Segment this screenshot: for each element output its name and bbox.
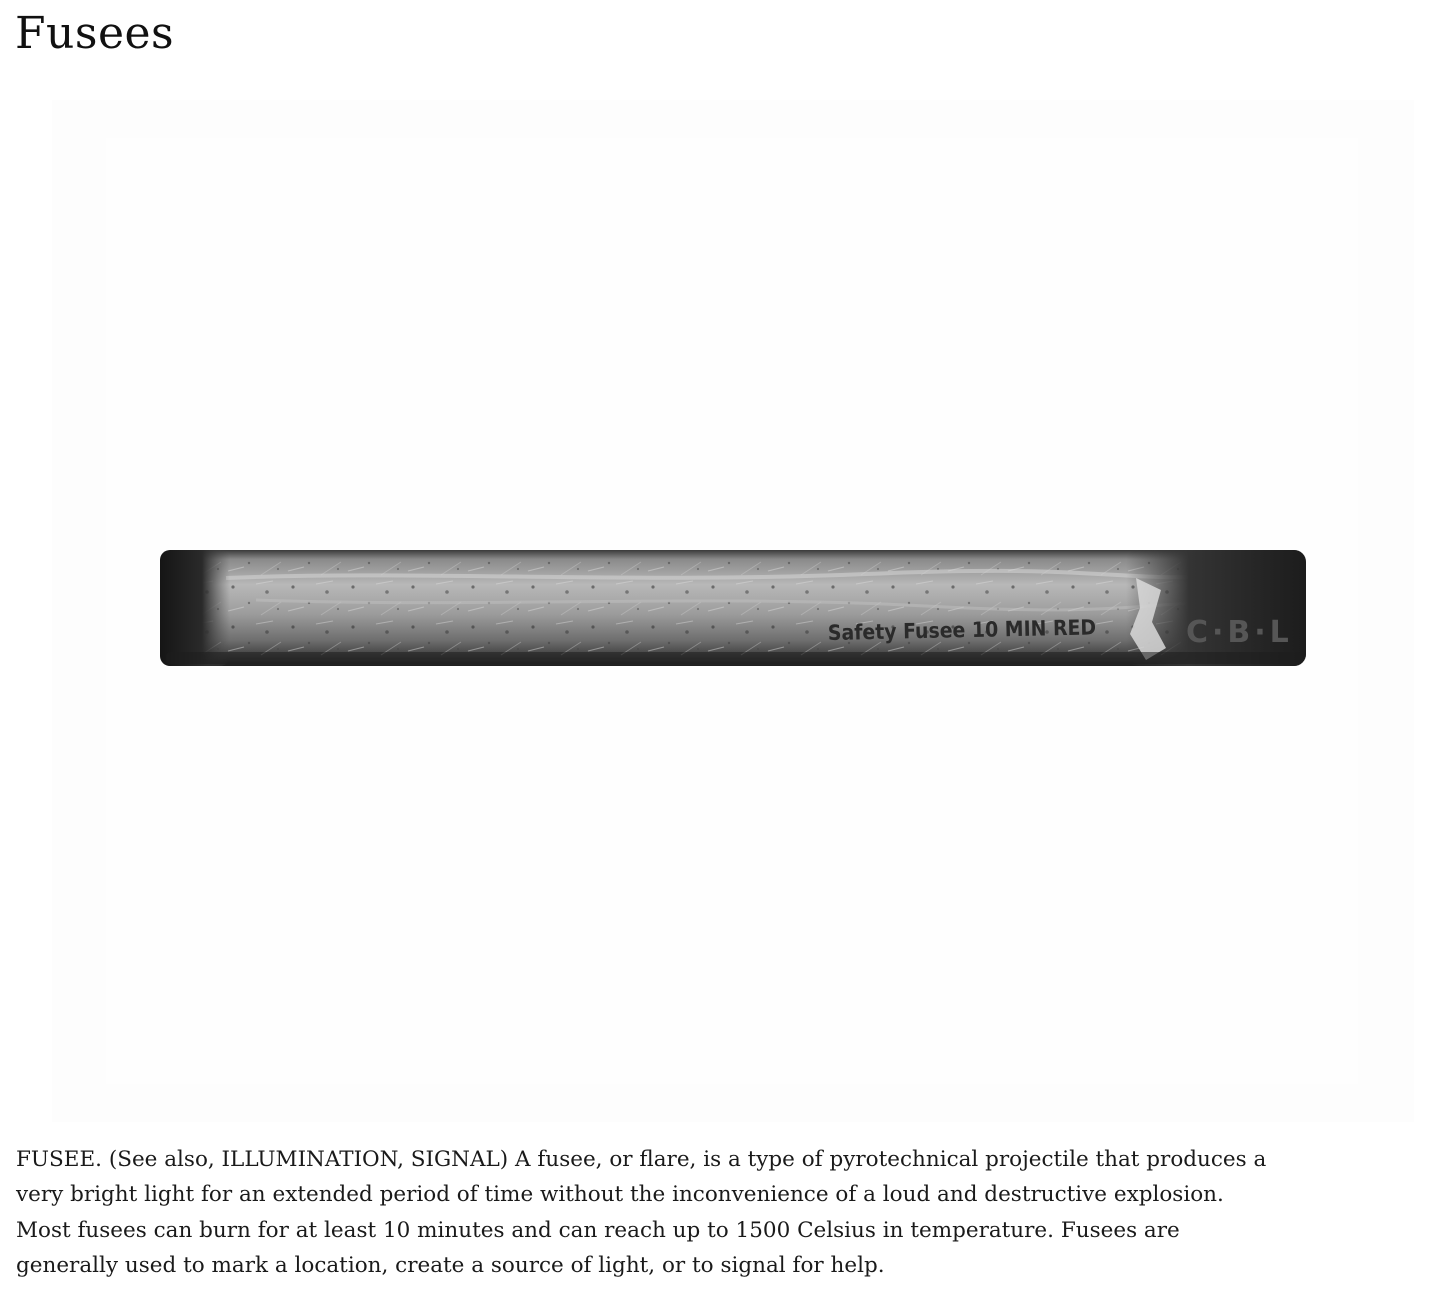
figure-image-area <box>106 138 1358 1084</box>
figure-frame <box>52 100 1414 1122</box>
description-paragraph: FUSEE. (See also, ILLUMINATION, SIGNAL) A fusee, or flare, is a type of pyrotechnical projectile that produces a very bright light for an extended period of time without the inconvenience of a loud and destructive explosion. Most fusees can burn for at least 10 minutes and can reach up to 1500 Celsius in temperature. Fusees are generally used to mark a location, create a source of light, or to signal for help. <box>16 1147 1267 1278</box>
fusee-image <box>106 138 1358 1084</box>
page-title: Fusees <box>15 8 175 59</box>
fusee-stamp-text: Safety Fusee 10 MIN RED <box>827 615 1097 645</box>
fusee-maker-mark: C·B·L <box>1186 615 1293 650</box>
